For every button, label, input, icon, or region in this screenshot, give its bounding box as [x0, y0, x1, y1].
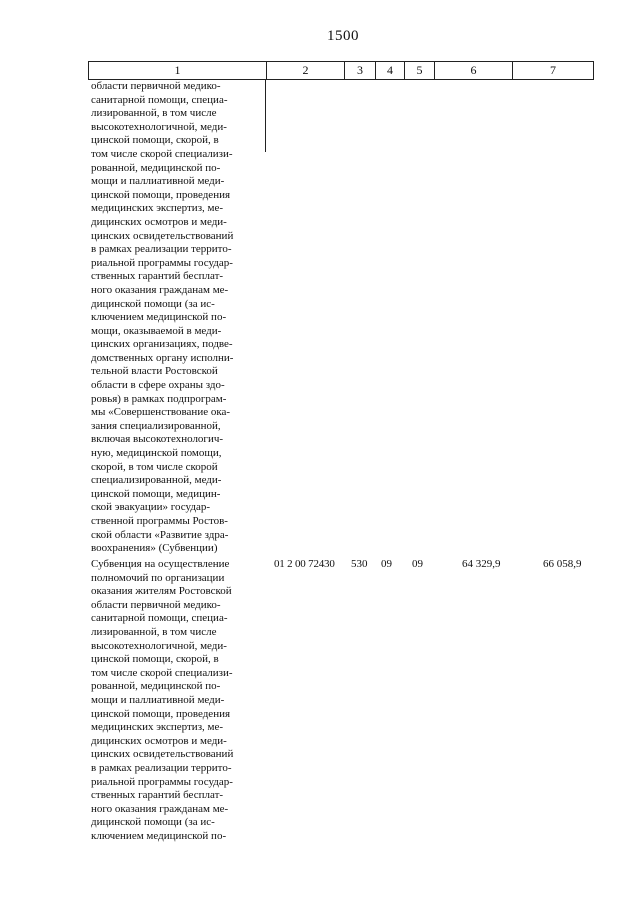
description-line: том числе скорой специализи-: [91, 666, 233, 679]
description-line: медицинских экспертиз, ме-: [91, 721, 224, 734]
column-header-3: 3: [345, 62, 376, 79]
description-line: мощи, оказываемой в меди-: [91, 324, 222, 337]
description-line: мощи и паллиативной меди-: [91, 693, 225, 706]
description-line: тельной власти Ростовской: [91, 365, 218, 378]
description-line: цинской помощи, медицин-: [91, 487, 221, 500]
table-row-continued-description: [91, 80, 263, 556]
description-line: области первичной медико-: [91, 80, 221, 92]
description-line: полномочий по организации: [91, 571, 225, 584]
subsection-code: 09: [412, 558, 423, 570]
expense-type: 530: [351, 558, 368, 570]
table-row-description: [91, 558, 263, 843]
description-line: цинской помощи, проведения: [91, 188, 231, 201]
column-header-2: 2: [267, 62, 345, 79]
description-line: Субвенция на осуществление: [91, 558, 230, 570]
description-line: медицинских экспертиз, ме-: [91, 202, 224, 215]
description-line: ственных гарантий бесплат-: [91, 789, 224, 802]
description-line: дицинских осмотров и меди-: [91, 215, 227, 228]
description-line: рованной, медицинской по-: [91, 680, 221, 693]
description-line: лизированной, в том числе: [91, 107, 217, 120]
description-line: высокотехнологичной, меди-: [91, 120, 227, 133]
description-line: ную, медицинской помощи,: [91, 447, 222, 460]
description-line: мощи и паллиативной меди-: [91, 175, 225, 188]
description-line: дицинской помощи (за ис-: [91, 297, 215, 310]
description-line: дицинских осмотров и меди-: [91, 734, 227, 747]
description-line: высокотехнологичной, меди-: [91, 639, 227, 652]
description-line: домственных органу исполни-: [91, 351, 234, 364]
table-header: [88, 61, 594, 80]
description-line: оказания жителям Ростовской: [91, 585, 232, 598]
description-line: ственных гарантий бесплат-: [91, 270, 224, 283]
description-line: ключением медицинской по-: [91, 829, 227, 842]
description-line: ской эвакуации» государ-: [91, 501, 210, 514]
description-line: цинской помощи, скорой, в: [91, 653, 219, 666]
description-line: специализированной, меди-: [91, 474, 222, 487]
description-line: риальной программы государ-: [91, 775, 233, 788]
description-line: ской области «Развитие здра-: [91, 528, 229, 541]
column-header-1: 1: [89, 62, 267, 79]
amount-year-2: 66 058,9: [543, 558, 582, 570]
description-line: области первичной медико-: [91, 598, 221, 611]
column-header-6: 6: [435, 62, 513, 79]
description-line: ственной программы Ростов-: [91, 515, 228, 527]
description-line: цинских освидетельствований: [91, 229, 234, 242]
column-header-4: 4: [376, 62, 405, 79]
description-line: лизированной, в том числе: [91, 625, 217, 638]
description-line: санитарной помощи, специа-: [91, 612, 228, 625]
page-number: 1500: [327, 28, 359, 44]
description-line: в рамках реализации террито-: [91, 761, 232, 774]
description-line: цинской помощи, скорой, в: [91, 134, 219, 147]
description-line: в рамках реализации террито-: [91, 243, 232, 256]
description-line: цинских освидетельствований: [91, 748, 234, 761]
description-line: дицинской помощи (за ис-: [91, 816, 215, 829]
description-line: воохранения» (Субвенции): [91, 542, 218, 555]
section-code: 09: [381, 558, 392, 570]
description-line: ровья) в рамках подпрограм-: [91, 392, 227, 405]
description-line: мы «Совершенствование ока-: [91, 406, 231, 419]
column-header-7: 7: [550, 63, 556, 77]
description-line: цинских организациях, подве-: [91, 338, 233, 351]
description-line: санитарной помощи, специа-: [91, 93, 228, 106]
description-line: области в сфере охраны здо-: [91, 379, 225, 392]
description-line: зания специализированной,: [91, 419, 221, 432]
description-line: ключением медицинской по-: [91, 311, 227, 324]
description-line: риальной программы государ-: [91, 256, 233, 269]
description-line: рованной, медицинской по-: [91, 161, 221, 174]
description-line: скорой, в том числе скорой: [91, 460, 218, 473]
description-line: цинской помощи, проведения: [91, 707, 231, 720]
column-divider: [265, 80, 266, 152]
description-line: том числе скорой специализи-: [91, 147, 233, 160]
description-line: ного оказания гражданам ме-: [91, 802, 229, 815]
description-line: включая высокотехнологич-: [91, 433, 224, 446]
target-code: 01 2 00 72430: [274, 558, 335, 570]
column-header-5: 5: [405, 62, 435, 79]
amount-year-1: 64 329,9: [462, 558, 501, 570]
description-line: ного оказания гражданам ме-: [91, 283, 229, 296]
